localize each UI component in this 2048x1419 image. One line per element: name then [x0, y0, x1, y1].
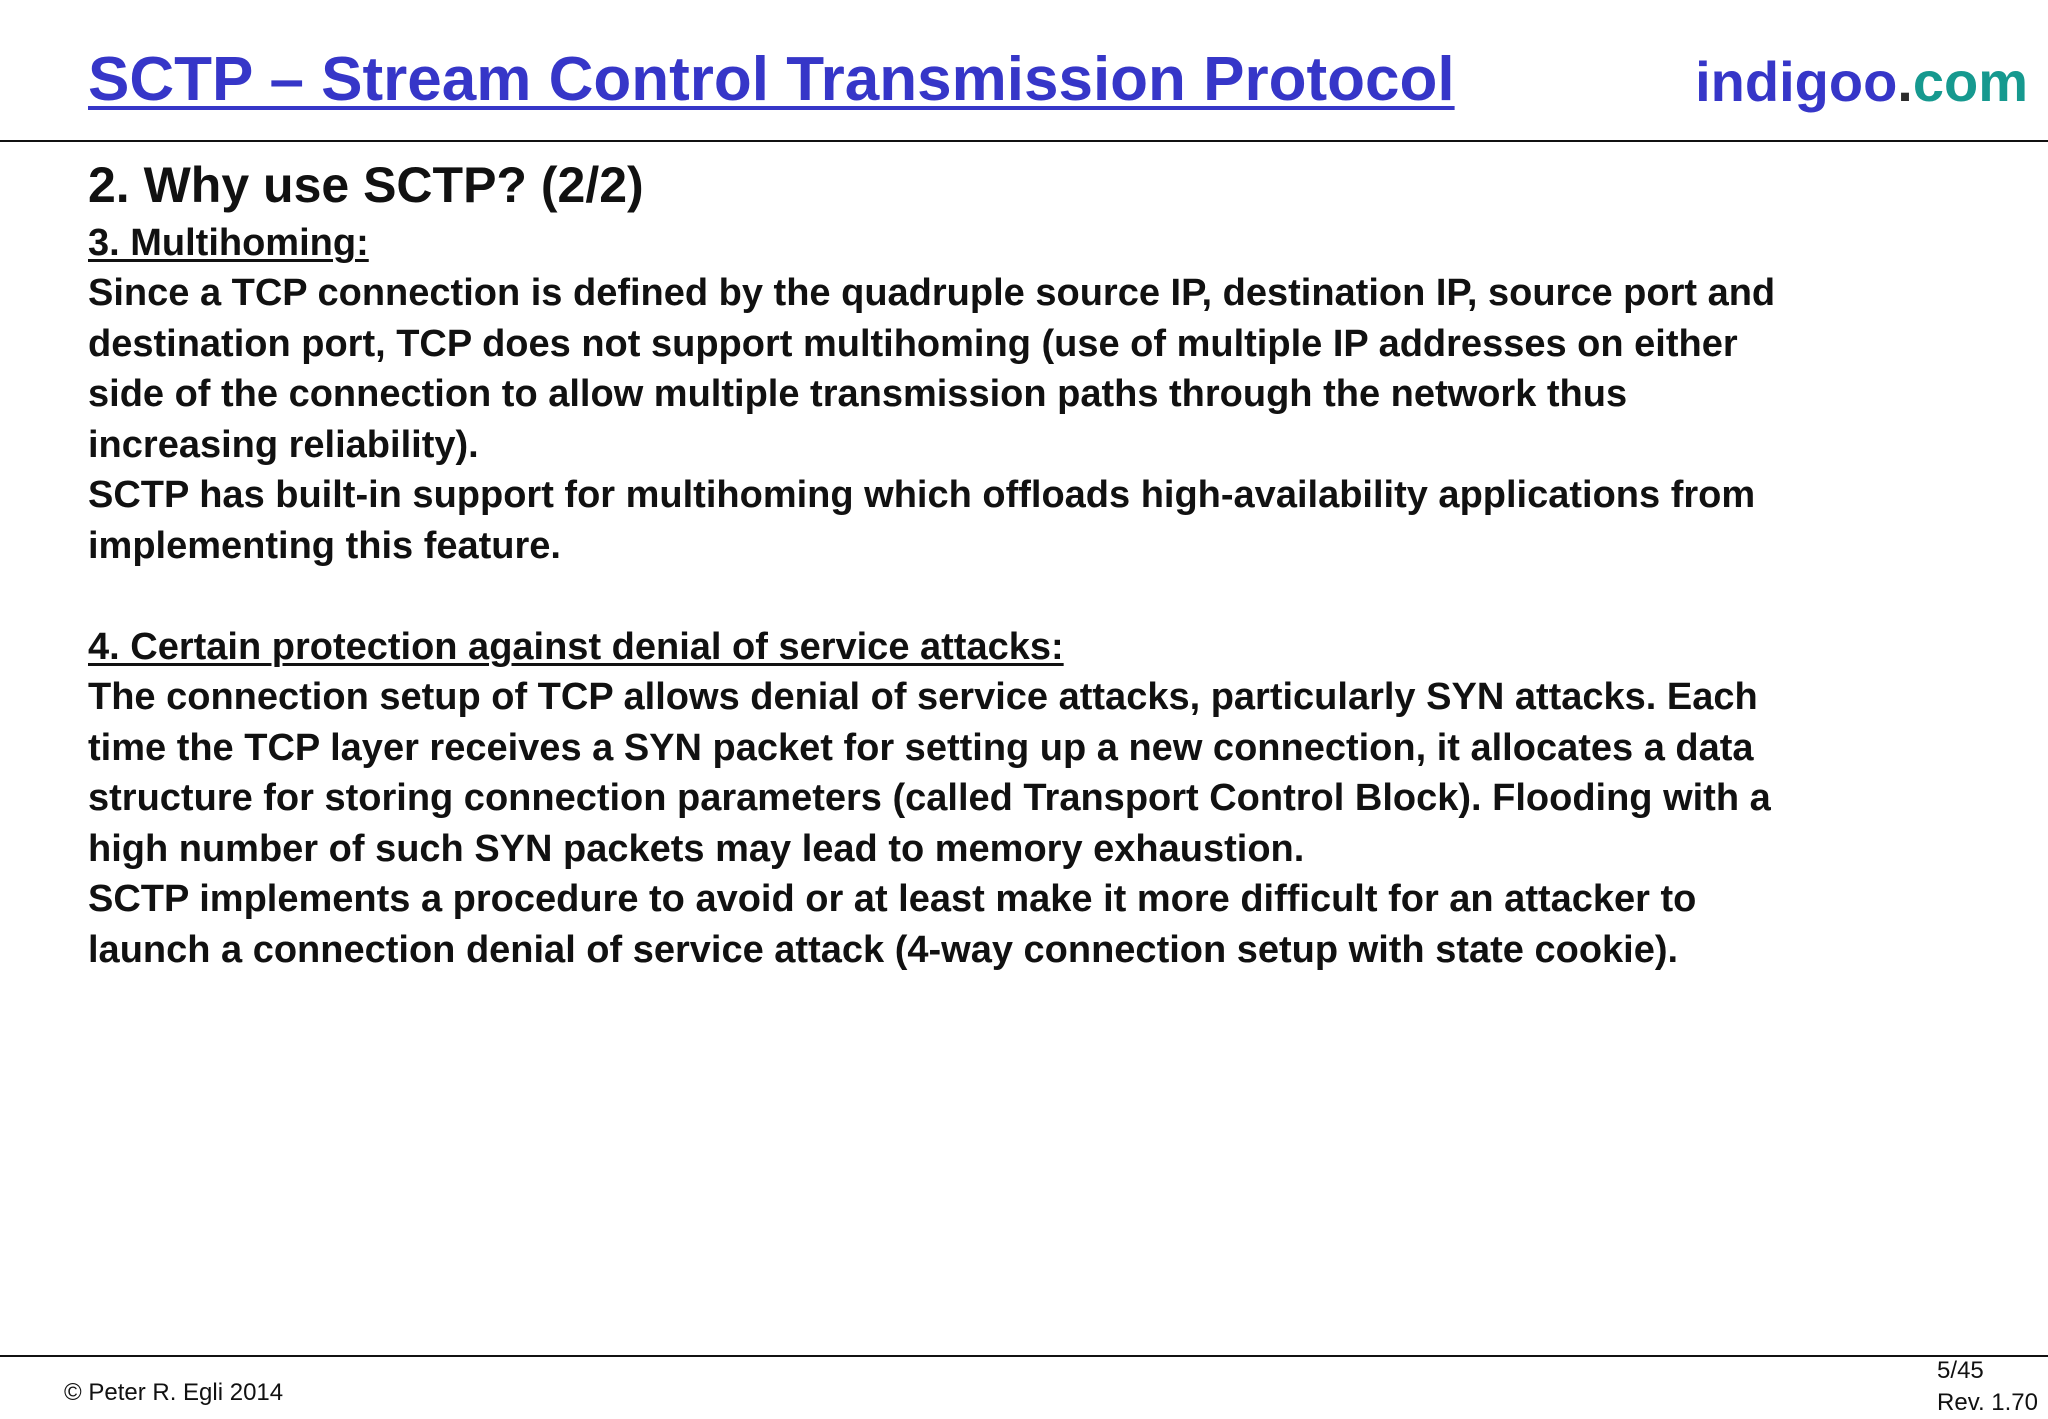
brand-tld: com: [1912, 50, 2028, 113]
slide-title: SCTP – Stream Control Transmission Protocol: [88, 45, 1455, 114]
paragraph-line: increasing reliability).: [88, 423, 479, 466]
multihoming-title: 3. Multihoming:: [88, 222, 369, 264]
paragraph-line: implementing this feature.: [88, 524, 561, 567]
page-number: 5/45: [1937, 1357, 1984, 1384]
dos-sctp-paragraph: [88, 874, 2008, 975]
section-heading: 2. Why use SCTP? (2/2): [88, 157, 644, 213]
paragraph-line: destination port, TCP does not support multihoming (use of multiple IP addresses on either: [88, 322, 1738, 365]
paragraph-line: side of the connection to allow multiple transmission paths through the network thus: [88, 373, 1628, 415]
paragraph-line: time the TCP layer receives a SYN packet for setting up a new connection, it allocates a data: [88, 726, 1754, 769]
dos-tcp-paragraph: [88, 672, 2008, 874]
paragraph-line: high number of such SYN packets may lead to memory exhaustion.: [88, 827, 1305, 870]
brand-name: indigoo: [1695, 50, 1898, 113]
paragraph-line: The connection setup of TCP allows denial of service attacks, particularly SYN attacks. Each: [88, 676, 1758, 718]
footer-divider: [0, 1355, 2048, 1357]
brand-logo: [1695, 46, 2028, 118]
multihoming-sctp-paragraph: [88, 470, 2008, 571]
paragraph-line: SCTP implements a procedure to avoid or at least make it more difficult for an attacker to: [88, 878, 1697, 920]
revision-number: Rev. 1.70: [1937, 1389, 2038, 1416]
paragraph-line: structure for storing connection parameters (called Transport Control Block). Flooding with a: [88, 777, 1771, 819]
section-spacer: [88, 571, 2008, 622]
slide-body: [88, 152, 2008, 975]
page-info: [1937, 1355, 2038, 1419]
copyright-notice: © Peter R. Egli 2014: [64, 1379, 284, 1406]
header-divider: [0, 140, 2048, 142]
multihoming-tcp-paragraph: [88, 268, 2008, 470]
multihoming-section: [88, 218, 2008, 571]
paragraph-line: SCTP has built-in support for multihoming which offloads high-availability applications from: [88, 474, 1756, 516]
brand-dot: .: [1897, 50, 1913, 113]
paragraph-line: Since a TCP connection is defined by the quadruple source IP, destination IP, source port and: [88, 272, 1776, 314]
dos-protection-section: [88, 622, 2008, 975]
dos-protection-title: 4. Certain protection against denial of service attacks:: [88, 626, 1064, 668]
paragraph-line: launch a connection denial of service attack (4-way connection setup with state cookie).: [88, 928, 1679, 971]
